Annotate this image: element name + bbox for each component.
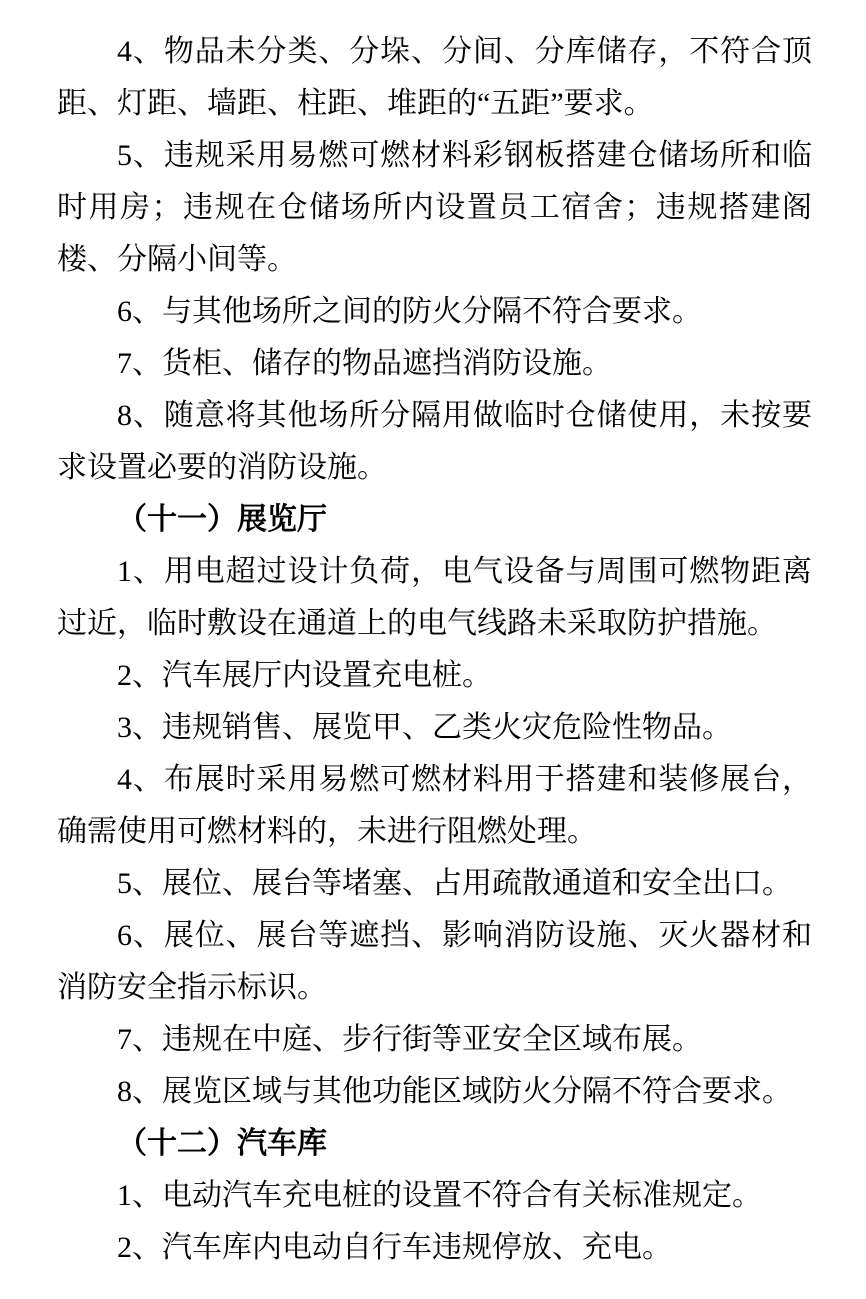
list-item: 2、汽车展厅内设置充电桩。 bbox=[117, 659, 492, 692]
list-item: 6、展位、展台等遮挡、影响消防设施、灭火器材和消防安全指示标识。 bbox=[57, 919, 812, 1004]
list-item: 1、电动汽车充电桩的设置不符合有关标准规定。 bbox=[117, 1179, 762, 1212]
list-item: 5、展位、展台等堵塞、占用疏散通道和安全出口。 bbox=[117, 867, 792, 900]
section-heading-exhibition-hall: （十一）展览厅 bbox=[117, 503, 327, 536]
list-item: 4、布展时采用易燃可燃材料用于搭建和装修展台，确需使用可燃材料的，未进行阻燃处理。 bbox=[57, 763, 812, 848]
list-item: 1、用电超过设计负荷，电气设备与周围可燃物距离过近，临时敷设在通道上的电气线路未采取防护措施。 bbox=[57, 555, 812, 640]
list-item: 2、汽车库内电动自行车违规停放、充电。 bbox=[117, 1231, 672, 1264]
list-item: 8、展览区域与其他功能区域防火分隔不符合要求。 bbox=[117, 1075, 792, 1108]
list-item: 5、违规采用易燃可燃材料彩钢板搭建仓储场所和临时用房；违规在仓储场所内设置员工宿舍；违规搭建阁楼、分隔小间等。 bbox=[57, 139, 812, 276]
list-item: 8、随意将其他场所分隔用做临时仓储使用，未按要求设置必要的消防设施。 bbox=[57, 399, 812, 484]
list-item: 4、物品未分类、分垛、分间、分库储存，不符合顶距、灯距、墙距、柱距、堆距的“五距”要求。 bbox=[57, 35, 812, 120]
list-item: 6、与其他场所之间的防火分隔不符合要求。 bbox=[117, 295, 702, 328]
list-item: 7、违规在中庭、步行街等亚安全区域布展。 bbox=[117, 1023, 702, 1056]
list-item: 7、货柜、储存的物品遮挡消防设施。 bbox=[117, 347, 612, 380]
section-heading-parking-garage: （十二）汽车库 bbox=[117, 1127, 327, 1160]
list-item: 3、违规销售、展览甲、乙类火灾危险性物品。 bbox=[117, 711, 732, 744]
